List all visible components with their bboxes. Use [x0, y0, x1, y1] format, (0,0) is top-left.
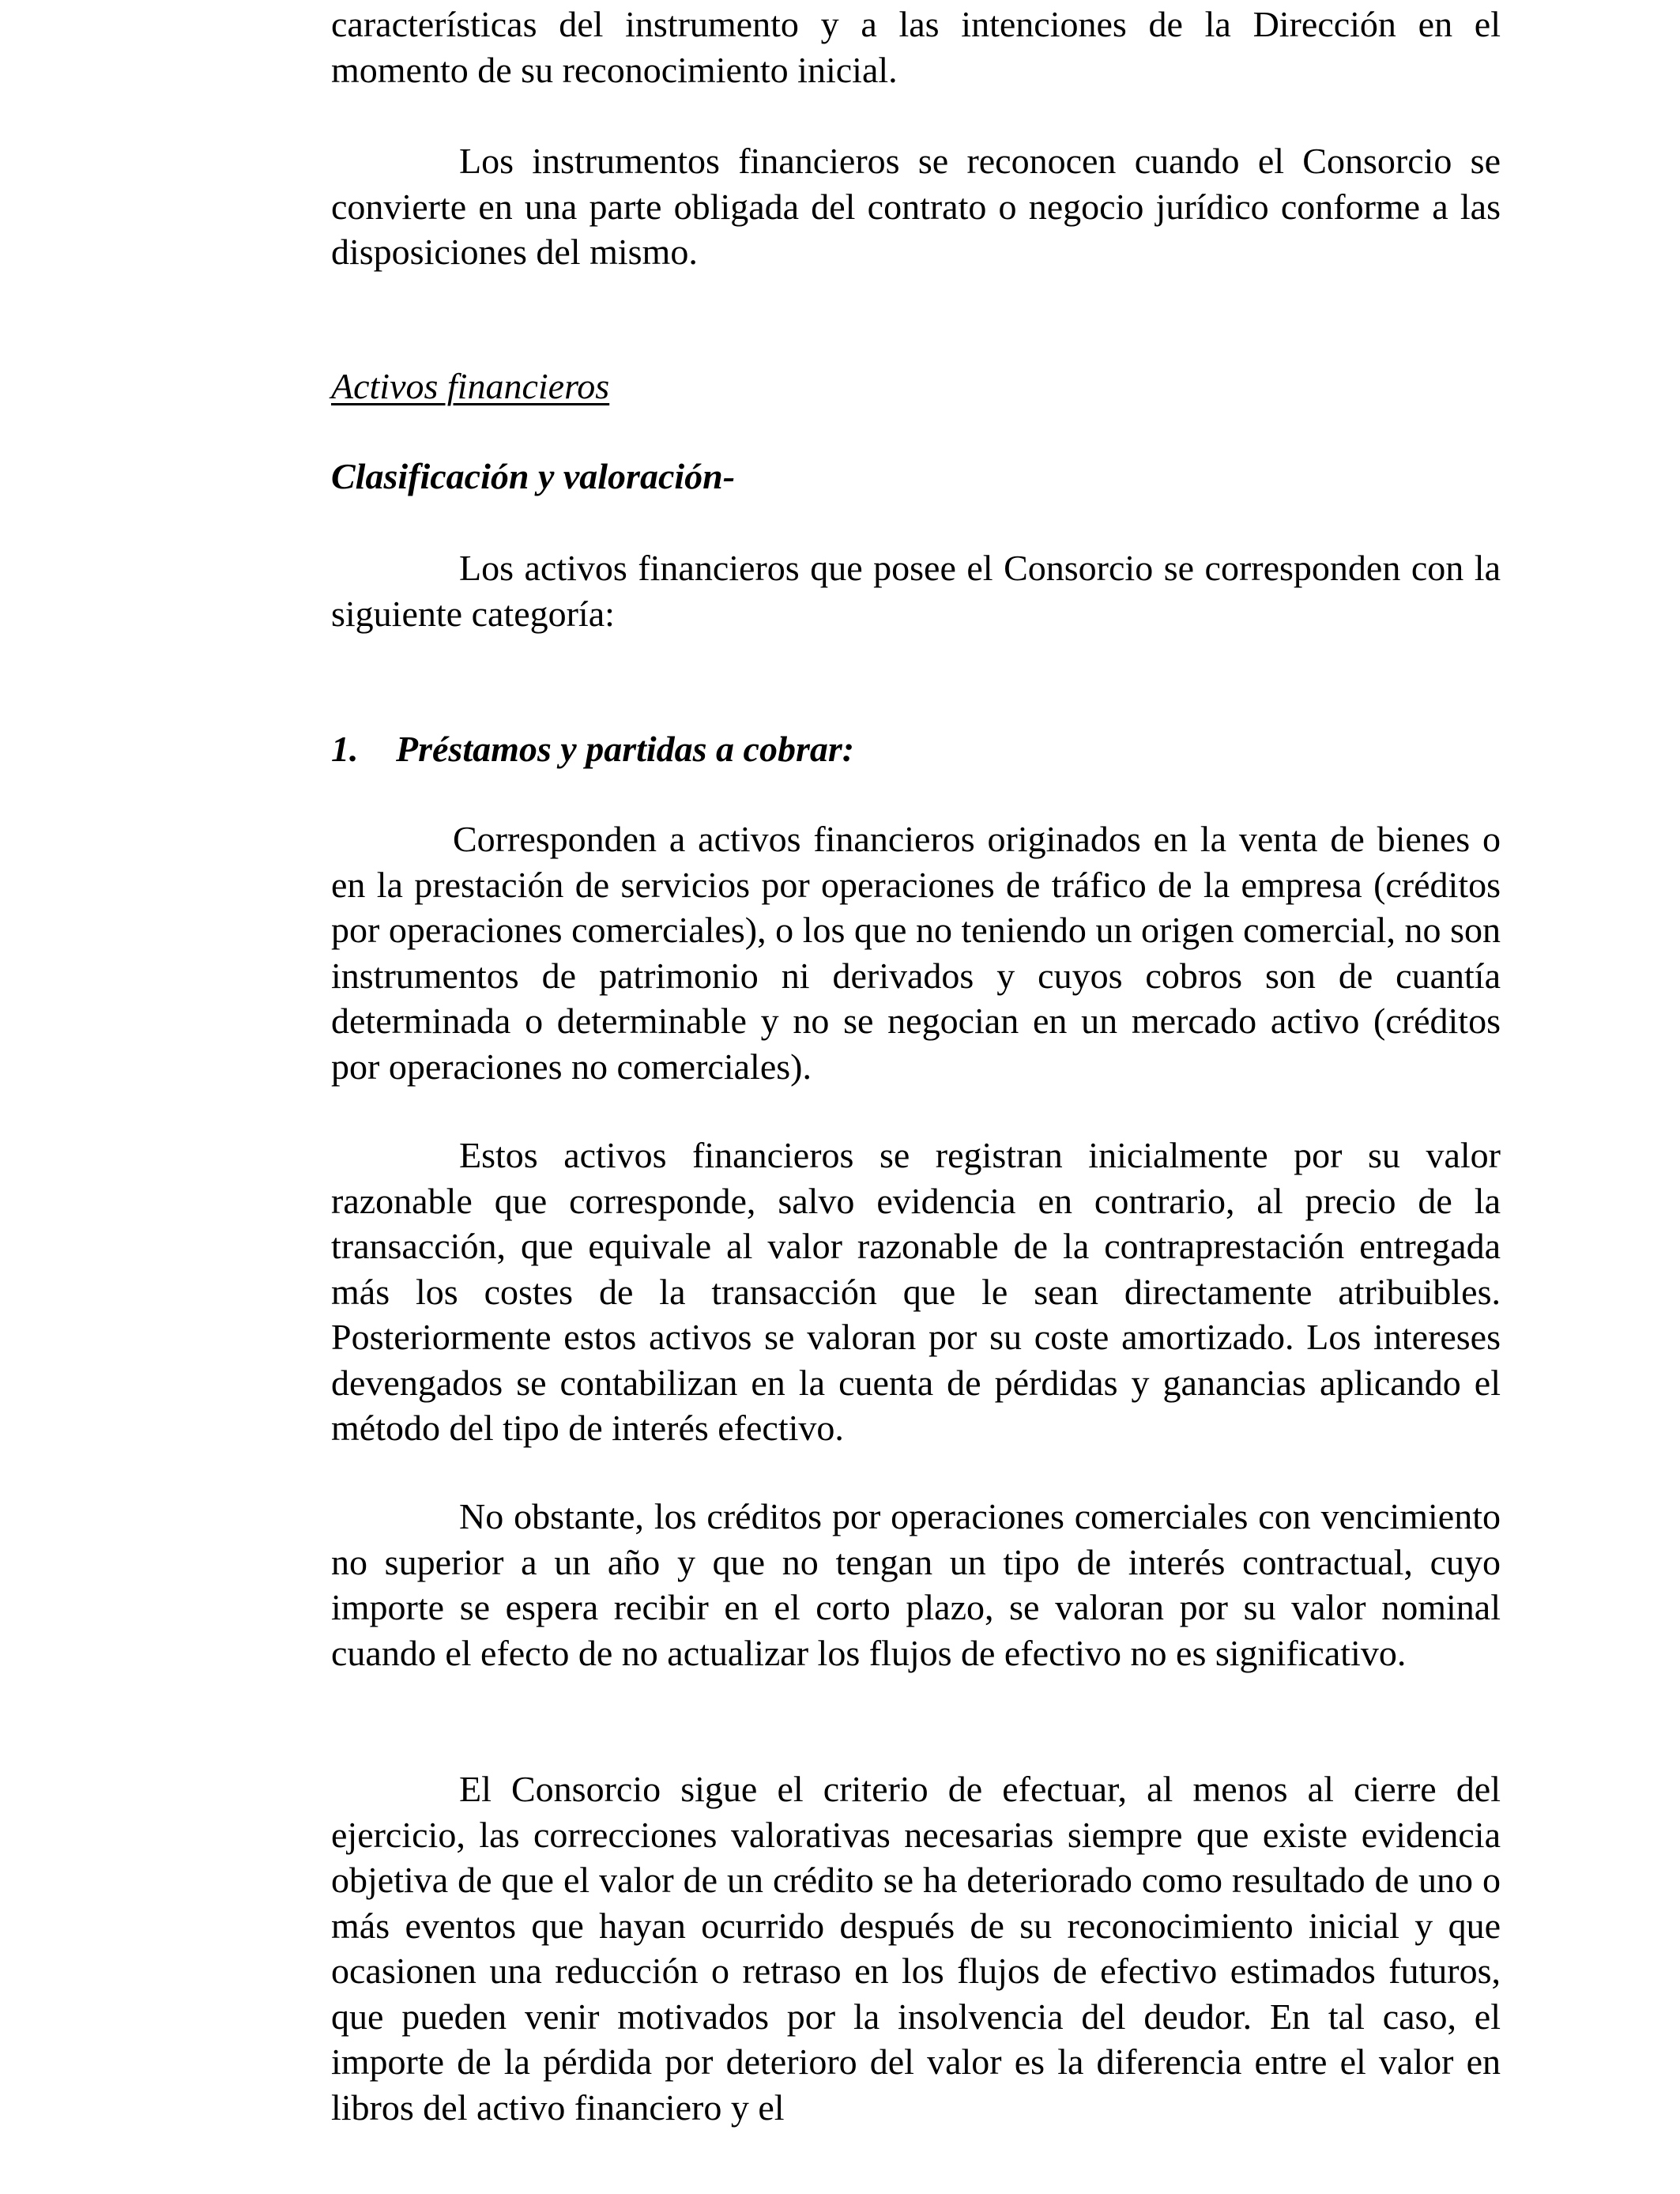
paragraph-corresponden: Corresponden a activos financieros originados en la venta de bienes o en la prestación de servicios por operaciones de tráfico de la empresa (créditos por operaciones comerciales), o los que no teniendo un origen comercial, no son instrumentos de patrimonio ni derivados y cuyos cobros son de cuantía determinada o determinable y no se negocian en un mercado activo (créditos por operaciones no comerciales).	[331, 819, 1501, 1087]
section-heading-activos-financieros	[331, 364, 1501, 409]
list-item-title: Préstamos y partidas a cobrar:	[396, 729, 855, 769]
heading-activos-financieros-text: Activos financieros	[331, 366, 610, 406]
subsection-heading-clasificacion	[331, 454, 1501, 499]
paragraph-categoria: Los activos financieros que posee el Consorcio se corresponden con la siguiente categoría:	[331, 548, 1501, 634]
paragraph-registro: Estos activos financieros se registran inicialmente por su valor razonable que corresponde, salvo evidencia en contrario, al precio de la transacción, que equivale al valor razonable de la contraprestación entregada más los costes de la transacción que le sean directamente atribuibles. Posteriormente estos activos se valoran por su coste amortizado. Los intereses devengados se contabilizan en la cuenta de pérdidas y ganancias aplicando el método del tipo de interés efectivo.	[331, 1135, 1501, 1448]
list-item-prestamos	[331, 726, 1501, 772]
paragraph-recognition: Los instrumentos financieros se reconocen cuando el Consorcio se convierte en una parte obligada del contrato o negocio jurídico conforme a las disposiciones del mismo.	[331, 141, 1501, 272]
paragraph-correcciones: El Consorcio sigue el criterio de efectuar, al menos al cierre del ejercicio, las correcciones valorativas necesarias siempre que existe evidencia objetiva de que el valor de un crédito se ha deteriorado como resultado de uno o más eventos que hayan ocurrido después de su reconocimiento inicial y que ocasionen una reducción o retraso en los flujos de efectivo estimados futuros, que pueden venir motivados por la insolvencia del deudor. En tal caso, el importe de la pérdida por deterioro del valor es la diferencia entre el valor en libros del activo financiero y el	[331, 1769, 1501, 2128]
list-item-number: 1.	[331, 729, 359, 769]
paragraph-no-obstante: No obstante, los créditos por operaciones comerciales con vencimiento no superior a un año y que no tengan un tipo de interés contractual, cuyo importe se espera recibir en el corto plazo, se valoran por su valor nominal cuando el efecto de no actualizar los flujos de efectivo no es significativo.	[331, 1496, 1501, 1673]
heading-clasificacion-text: Clasificación y valoración-	[331, 456, 736, 496]
paragraph-intro-end: características del instrumento y a las intenciones de la Dirección en el momento de su reconocimiento inicial.	[331, 4, 1501, 90]
